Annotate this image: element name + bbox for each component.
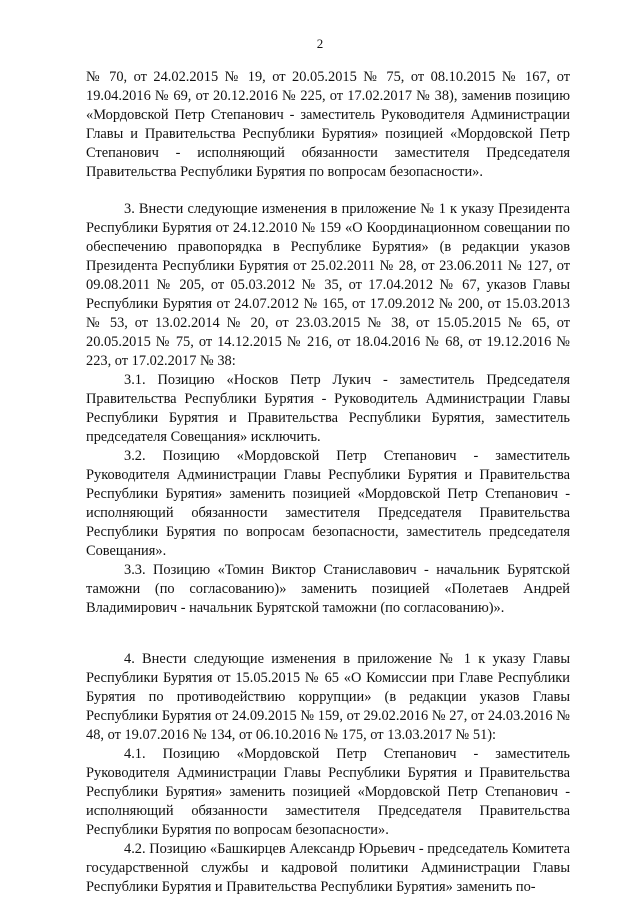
paragraph-item-4-2: 4.2. Позицию «Башкирцев Александр Юрьевич - председатель Комитета государственной службы и кадровой политики Администрации Главы Республики Бурятия и Правительства Республики Бурятия» заменить по- [86, 841, 570, 895]
page-number: 2 [316, 36, 324, 51]
paragraph-item-3-3: 3.3. Позицию «Томин Виктор Станиславович - начальник Бурятской таможни (по согласованию)» заменить позицией «Полетаев Андрей Владимирович - начальник Бурятской таможни (по согласованию)». [86, 562, 570, 616]
paragraph-item-4: 4. Внести следующие изменения в приложение № 1 к указу Главы Республики Бурятия от 15.05.2015 № 65 «О Комиссии при Главе Республики Бурятия по противодействию коррупции» (в редакции указов Главы Республики Бурятия от 24.09.2015 № 159, от 29.02.2016 № 27, от 24.03.2016 № 48, от 19.07.2016 № 134, от 06.10.2016 № 175, от 13.03.2017 № 51): [86, 651, 570, 743]
paragraph-item-3: 3. Внести следующие изменения в приложение № 1 к указу Президента Республики Бурятия от 24.12.2010 № 159 «О Координационном совещании по обеспечению правопорядка в Республике Бурятия» (в редакции указов Президента Республики Бурятия от 25.02.2011 № 28, от 23.06.2011 № 127, от 09.08.2011 № 205, от 05.03.2012 № 35, от 17.04.2012 № 67, указов Главы Республики Бурятия от 24.07.2012 № 165, от 17.09.2012 № 200, от 15.03.2013 № 53, от 13.02.2014 № 20, от 23.03.2015 № 38, от 15.05.2015 № 65, от 20.05.2015 № 75, от 14.12.2015 № 216, от 18.04.2016 № 68, от 19.12.2016 № 223, от 17.02.2017 № 38: [86, 201, 570, 369]
paragraph-item-3-2: 3.2. Позицию «Мордовской Петр Степанович - заместитель Руководителя Администрации Главы Республики Бурятия и Правительства Республики Бурятия» заменить позицией «Мордовской Петр Степанович - исполняющий обязанности заместителя Председателя Правительства Республики Бурятия по вопросам безопасности, заместитель председателя Совещания». [86, 448, 570, 559]
paragraph-item-3-1: 3.1. Позицию «Носков Петр Лукич - заместитель Председателя Правительства Республики Бурятия - Руководитель Администрации Главы Республики Бурятия и Правительства Республики Бурятия, заместитель председателя Совещания» исключить. [86, 372, 570, 445]
document-body [86, 68, 570, 897]
paragraph-continuation: № 70, от 24.02.2015 № 19, от 20.05.2015 № 75, от 08.10.2015 № 167, от 19.04.2016 № 69, от 20.12.2016 № 225, от 17.02.2017 № 38), заменив позицию «Мордовской Петр Степанович - заместитель Руководителя Администрации Главы и Правительства Республики Бурятия» позицией «Мордовской Петр Степанович - исполняющий обязанности заместителя Председателя Правительства Республики Бурятия по вопросам безопасности». [86, 69, 570, 180]
paragraph-item-4-1: 4.1. Позицию «Мордовской Петр Степанович - заместитель Руководителя Администрации Главы Республики Бурятия и Правительства Республики Бурятия» заменить позицией «Мордовской Петр Степанович - исполняющий обязанности заместителя Председателя Правительства Республики Бурятия по вопросам безопасности». [86, 746, 570, 838]
